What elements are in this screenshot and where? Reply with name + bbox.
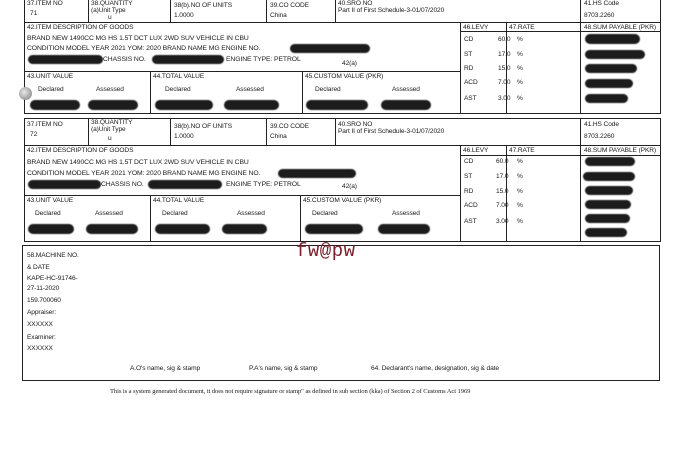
examiner-value: XXXXXX: [27, 345, 53, 352]
co-code-label: 39.CO CODE: [270, 123, 309, 130]
redacted-value: [28, 224, 74, 234]
hs-code-label: 41.HS Code: [584, 121, 619, 128]
redacted-sum: [585, 34, 640, 44]
custom-value-label: 45.CUSTOM VALUE (PKR): [305, 73, 384, 80]
custom-value-label: 45.CUSTOM VALUE (PKR): [303, 197, 382, 204]
item-no-value: 71: [30, 10, 38, 17]
redacted-sum: [585, 50, 645, 59]
levy-cd: CD: [464, 158, 474, 165]
machine-date-label: & DATE: [27, 264, 50, 271]
rate-ast: 3.00: [496, 218, 509, 225]
assessed-label: Assessed: [237, 210, 265, 217]
redacted-value: [224, 100, 279, 110]
levy-rd: RD: [464, 188, 474, 195]
pct-rd: %: [517, 188, 523, 195]
machine-value: 159.700060: [27, 297, 61, 304]
ao-signature-label: A.O's name, sig & stamp: [130, 365, 201, 372]
item-no-label: 37.ITEM NO: [27, 121, 63, 128]
pct-rd: %: [517, 65, 523, 72]
redacted-chassis-prefix: [28, 180, 101, 189]
pct-ast: %: [517, 95, 523, 102]
machine-number: KAPE-HC-91746-: [27, 275, 78, 282]
levy-rd: RD: [464, 65, 474, 72]
declarant-signature-label: 64. Declarant's name, designation, sig & date: [371, 365, 499, 372]
co-code-label: 39.CO CODE: [270, 2, 309, 9]
stamp-watermark: fw@pw: [296, 240, 356, 262]
no-of-units-value: 1.0000: [174, 12, 194, 19]
sub-42a: 42(a): [342, 60, 357, 67]
total-value-label: 44.TOTAL VALUE: [153, 73, 205, 80]
pct-st: %: [517, 51, 523, 58]
rate-rd: 15.0: [496, 188, 509, 195]
pct-cd: %: [517, 36, 523, 43]
punch-hole: [19, 87, 32, 100]
assessed-label: Assessed: [236, 86, 264, 93]
no-of-units-value: 1.0000: [174, 133, 194, 140]
redacted-chassis-no: [152, 55, 224, 64]
rate-acd: 7.00: [496, 202, 509, 209]
sum-label: 48.SUM PAYABLE (PKR): [584, 147, 657, 154]
rate-acd: 7.00: [498, 79, 511, 86]
pct-acd: %: [517, 79, 523, 86]
levy-st: ST: [464, 51, 473, 58]
rate-st: 17.0: [498, 51, 511, 58]
redacted-value: [30, 100, 80, 110]
rate-st: 17.0: [496, 173, 509, 180]
sum-label: 48.SUM PAYABLE (PKR): [584, 24, 657, 31]
unit-type-label: (a)Unit Type: [91, 7, 126, 14]
desc-label: 42.ITEM DESCRIPTION OF GOODS: [27, 24, 134, 31]
redacted-chassis-no: [148, 180, 222, 189]
redacted-engine-no: [278, 169, 356, 178]
pct-ast: %: [517, 218, 523, 225]
unit-type-value: u: [108, 135, 112, 142]
redacted-sum: [585, 64, 637, 73]
levy-ast: AST: [464, 95, 477, 102]
redacted-sum: [585, 200, 631, 209]
redacted-sum: [585, 79, 633, 88]
rate-label: 47.RATE: [509, 147, 535, 154]
pa-signature-label: P.A's name, sig & stamp: [249, 365, 318, 372]
assessed-label: Assessed: [96, 86, 124, 93]
rate-ast: 3.00: [498, 95, 511, 102]
declared-label: Declared: [162, 210, 188, 217]
sub-42a: 42(a): [342, 183, 357, 190]
pct-st: %: [517, 173, 523, 180]
redacted-value: [306, 100, 368, 110]
hs-code-value: 8703.2260: [584, 133, 615, 140]
desc-line-2: CONDITION MODEL YEAR 2021 YOM: 2020 BRAND NAME MG ENGINE NO.: [27, 45, 261, 52]
rate-cd: 60.0: [496, 158, 509, 165]
declared-label: Declared: [35, 210, 61, 217]
sro-value: Part II of First Schedule-3-01/07/2020: [338, 7, 445, 14]
redacted-value: [378, 224, 430, 234]
redacted-sum: [583, 172, 635, 181]
unit-type-label: (a)Unit Type: [91, 126, 126, 133]
levy-label: 46.LEVY: [463, 24, 489, 31]
levy-acd: ACD: [464, 79, 478, 86]
declared-label: Declared: [315, 86, 341, 93]
assessed-label: Assessed: [392, 210, 420, 217]
hs-code-label: 41.HS Code: [584, 0, 619, 7]
machine-date: 27-11-2020: [27, 285, 60, 292]
unit-value-label: 43.UNIT VALUE: [27, 197, 74, 204]
redacted-value: [381, 100, 431, 110]
declared-label: Declared: [165, 86, 191, 93]
redacted-value: [222, 224, 267, 234]
engine-type: ENGINE TYPE: PETROL: [226, 56, 301, 63]
assessed-label: Assessed: [392, 86, 420, 93]
redacted-sum: [585, 186, 633, 195]
levy-label: 46.LEVY: [463, 147, 489, 154]
redacted-chassis-prefix: [28, 55, 103, 64]
machine-no-label: 58.MACHINE NO.: [27, 252, 79, 259]
item-no-label: 37.ITEM NO: [27, 0, 63, 7]
footer-note: This is a system generated document, it does not require signature or stamp" as defined in sub section (kka) of Section 2 of Customs Act 1969: [110, 388, 471, 395]
redacted-sum: [585, 214, 630, 223]
desc-line-1: BRAND NEW 1490CC MG HS 1.5T DCT LUX 2WD SUV VEHICLE IN CBU: [27, 159, 249, 166]
sro-label: 40.SRO NO: [338, 0, 373, 7]
redacted-sum: [585, 228, 627, 237]
assessed-label: Assessed: [95, 210, 123, 217]
sro-value: Part II of First Schedule-3-01/07/2020: [338, 128, 445, 135]
desc-line-2: CONDITION MODEL YEAR 2021 YOM: 2020 BRAND NAME MG ENGINE NO.: [27, 170, 261, 177]
total-value-label: 44.TOTAL VALUE: [153, 197, 205, 204]
declared-label: Declared: [312, 210, 338, 217]
redacted-value: [305, 224, 363, 234]
appraiser-label: Appraiser:: [27, 309, 57, 316]
co-code-value: China: [270, 12, 287, 19]
desc-line-1: BRAND NEW 1490CC MG HS 1.5T DCT LUX 2WD SUV VEHICLE IN CBU: [27, 35, 249, 42]
redacted-value: [155, 100, 213, 110]
levy-acd: ACD: [464, 202, 478, 209]
redacted-sum: [585, 94, 628, 103]
redacted-engine-no: [290, 44, 370, 53]
declared-label: Declared: [38, 86, 64, 93]
sro-label: 40.SRO NO: [338, 121, 373, 128]
co-code-value: China: [270, 133, 287, 140]
desc-label: 42.ITEM DESCRIPTION OF GOODS: [27, 147, 134, 154]
unit-value-label: 43.UNIT VALUE: [27, 73, 74, 80]
unit-type-value: u: [108, 14, 112, 21]
redacted-value: [88, 100, 138, 110]
no-of-units-label: 38(b).NO OF UNITS: [174, 123, 233, 130]
engine-type: ENGINE TYPE: PETROL: [226, 181, 301, 188]
rate-rd: 15.0: [498, 65, 511, 72]
chassis-label: CHASSIS NO.: [103, 56, 146, 63]
levy-st: ST: [464, 173, 473, 180]
quantity-label: 38.QUANTITY: [91, 0, 133, 7]
quantity-label: 38.QUANTITY: [91, 119, 133, 126]
chassis-label: CHASSIS NO.: [101, 181, 144, 188]
redacted-value: [155, 224, 210, 234]
levy-cd: CD: [464, 36, 474, 43]
examiner-label: Examiner:: [27, 334, 56, 341]
appraiser-value: XXXXXX: [27, 321, 53, 328]
redacted-sum: [585, 157, 635, 166]
rate-label: 47.RATE: [509, 24, 535, 31]
hs-code-value: 8703.2260: [584, 12, 615, 19]
levy-ast: AST: [464, 218, 477, 225]
pct-acd: %: [517, 202, 523, 209]
pct-cd: %: [517, 158, 523, 165]
redacted-value: [86, 224, 138, 234]
item-no-value: 72: [30, 131, 38, 138]
rate-cd: 60.0: [498, 36, 511, 43]
no-of-units-label: 38(b).NO OF UNITS: [174, 2, 233, 9]
